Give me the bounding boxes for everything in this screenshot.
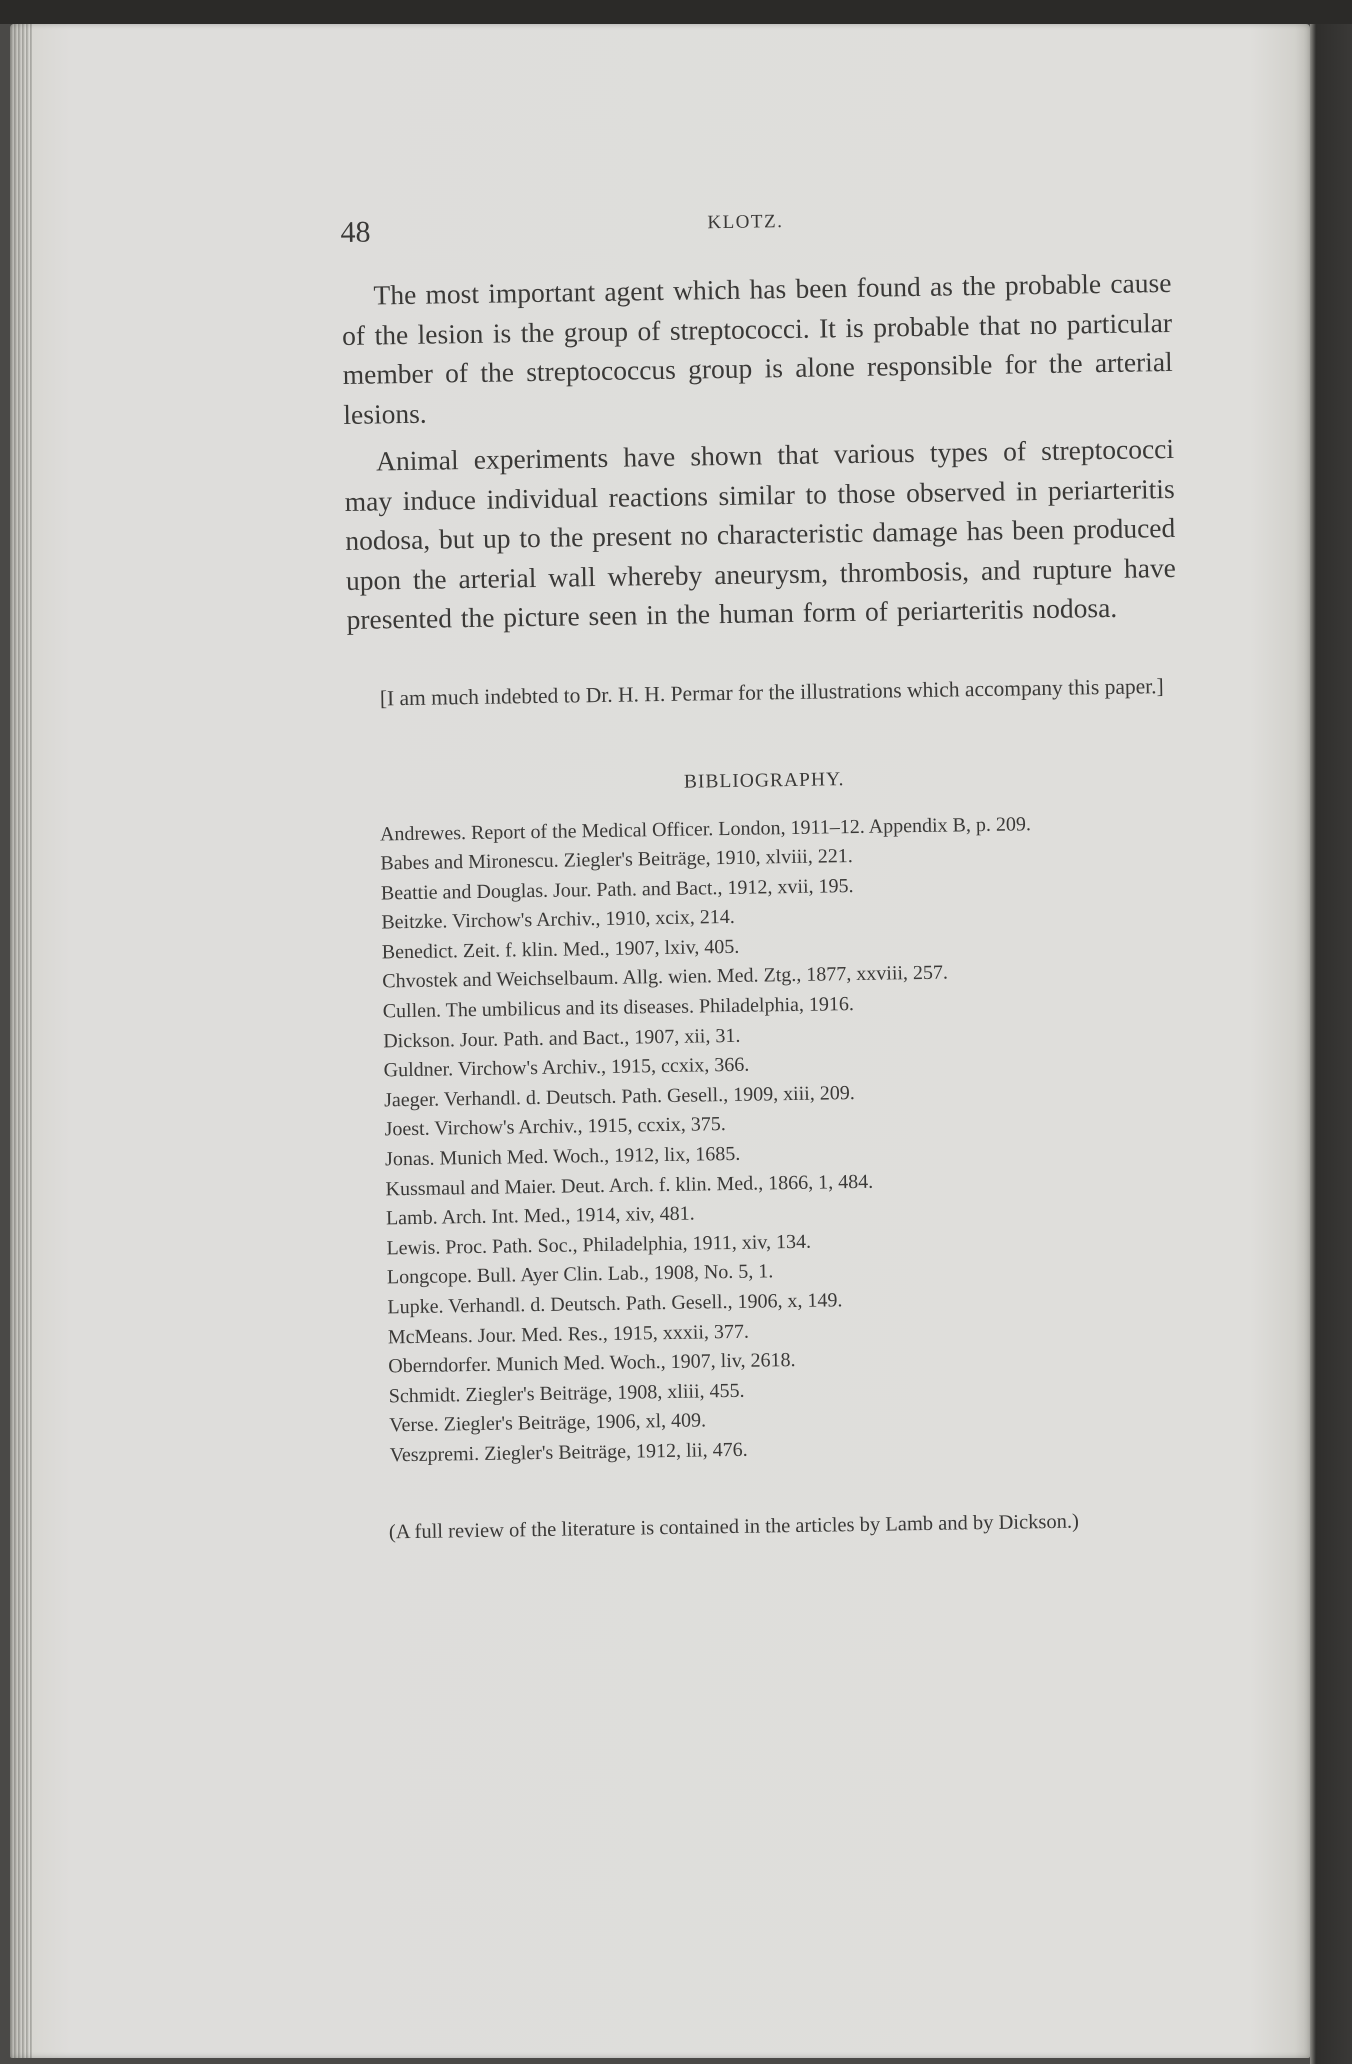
bibliography-entry: Beitzke. Virchow's Archiv., 1910, xcix, 214. bbox=[381, 906, 735, 934]
body-text bbox=[341, 263, 1177, 639]
paragraph-1: The most important agent which has been found as the probable cause of the lesion is the group of streptococci. It is probable that no particular member of the streptococcus group is alone responsible for the arterial lesions. bbox=[341, 266, 1173, 430]
bibliography-entry: Longcope. Bull. Ayer Clin. Lab., 1908, No. 5, 1. bbox=[386, 1260, 774, 1289]
bibliography-entry: Jaeger. Verhandl. d. Deutsch. Path. Gesell., 1909, xiii, 209. bbox=[383, 1081, 855, 1112]
bibliography-entry: Oberndorfer. Munich Med. Woch., 1907, liv, 2618. bbox=[388, 1349, 796, 1378]
bibliography-entry: Andrewes. Report of the Medical Officer. London, 1911–12. Appendix B, p. 209. bbox=[379, 812, 1032, 845]
bibliography-list bbox=[350, 807, 1190, 1471]
bibliography-entry: Lamb. Arch. Int. Med., 1914, xiv, 481. bbox=[385, 1202, 695, 1230]
bibliography-entry: Beattie and Douglas. Jour. Path. and Bact., 1912, xvii, 195. bbox=[380, 874, 854, 905]
bibliography-entry: Lupke. Verhandl. d. Deutsch. Path. Gesell., 1906, x, 149. bbox=[387, 1289, 843, 1319]
bibliography-title: BIBLIOGRAPHY. bbox=[683, 768, 845, 793]
page-binding-edge bbox=[10, 24, 32, 2058]
bibliography-entry: Schmidt. Ziegler's Beiträge, 1908, xliii, 455. bbox=[388, 1379, 745, 1408]
bibliography-entry: Chvostek and Weichselbaum. Allg. wien. Med. Ztg., 1877, xxviii, 257. bbox=[382, 962, 949, 993]
paragraph-2: Animal experiments have shown that various types of streptococci may induce individual reactions similar to those observed in periarteritis nodosa, but up to the present no characteristic damage has been produced upon the arterial wall whereby aneurysm, thrombosis, and rupture have presented the picture seen in the human form of periarteritis nodosa. bbox=[344, 432, 1177, 635]
bibliography-entry: Jonas. Munich Med. Woch., 1912, lix, 1685. bbox=[384, 1142, 741, 1171]
bibliography-entry: Guldner. Virchow's Archiv., 1915, ccxix, 366. bbox=[383, 1053, 750, 1082]
page-number: 48 bbox=[340, 215, 371, 249]
bibliography-entry: McMeans. Jour. Med. Res., 1915, xxxii, 377. bbox=[387, 1320, 750, 1348]
bibliography-entry: Joest. Virchow's Archiv., 1915, ccxix, 375. bbox=[384, 1113, 726, 1141]
bibliography-entry: Benedict. Zeit. f. klin. Med., 1907, lxiv, 405. bbox=[381, 935, 740, 964]
bibliography-entry: Verse. Ziegler's Beiträge, 1906, xl, 409. bbox=[389, 1409, 707, 1437]
closing-note: (A full review of the literature is contained in the articles by Lamb and by Dickson.) bbox=[388, 1510, 1079, 1543]
bibliography-entry: Lewis. Proc. Path. Soc., Philadelphia, 1911, xiv, 134. bbox=[386, 1230, 812, 1260]
bibliography-entry: Cullen. The umbilicus and its diseases. Philadelphia, 1916. bbox=[382, 993, 855, 1023]
bibliography-entry: Veszpremi. Ziegler's Beiträge, 1912, lii, 476. bbox=[389, 1438, 748, 1467]
page-content bbox=[340, 187, 1191, 1549]
scan-top-margin bbox=[0, 0, 1352, 24]
page-right-edge bbox=[1310, 24, 1352, 2064]
bibliography-entry: Kussmaul and Maier. Deut. Arch. f. klin. Med., 1866, 1, 484. bbox=[385, 1170, 874, 1201]
bibliography-entry: Dickson. Jour. Path. and Bact., 1907, xii, 31. bbox=[383, 1024, 741, 1053]
acknowledgment-note: [I am much indebted to Dr. H. H. Permar for the illustrations which accompany this paper.] bbox=[379, 673, 1164, 710]
running-head-title: KLOTZ. bbox=[707, 211, 784, 234]
bibliography-entry: Babes and Mironescu. Ziegler's Beiträge, 1910, xlviii, 221. bbox=[380, 845, 853, 875]
